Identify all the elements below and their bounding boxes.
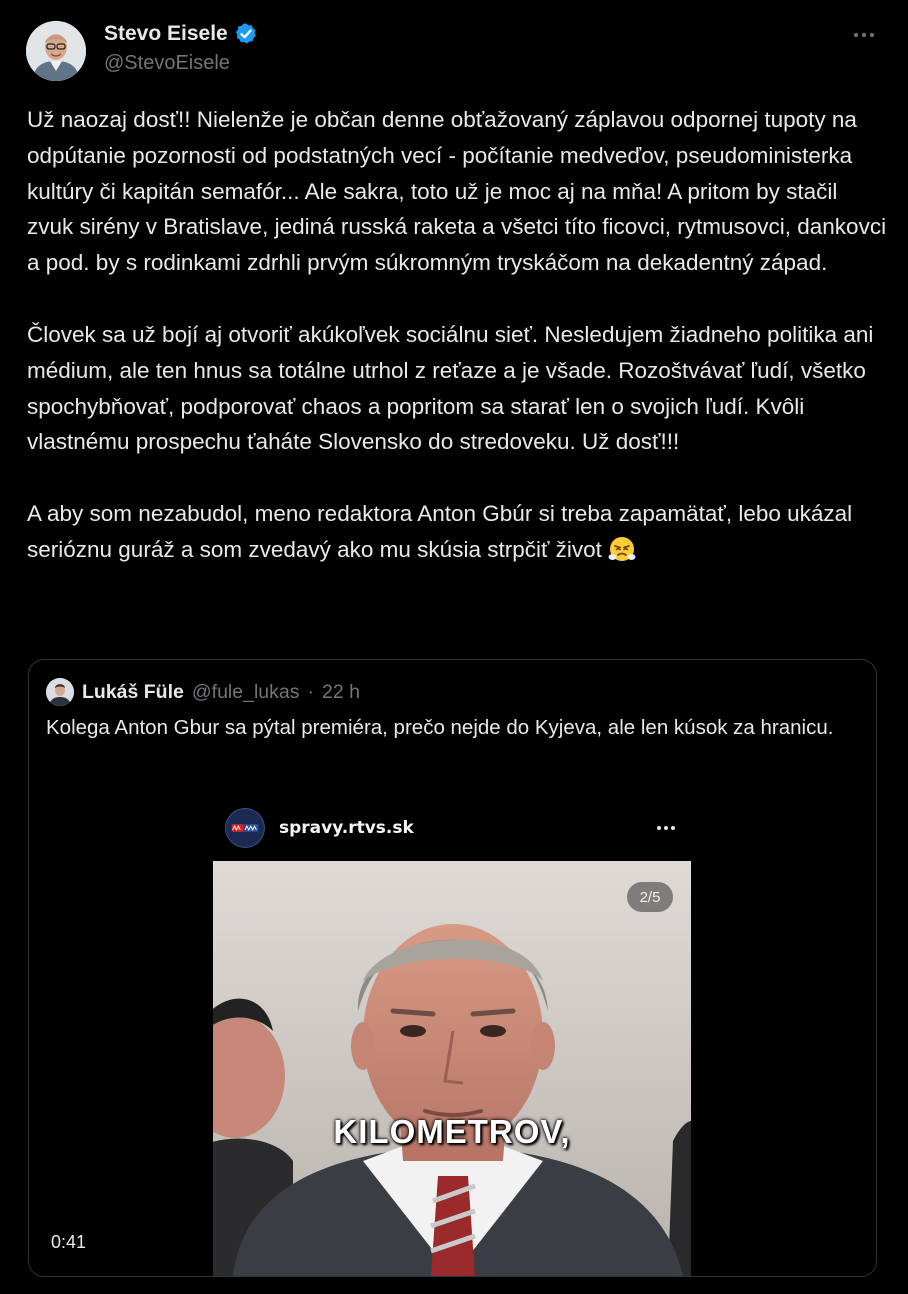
rtvs-logo-icon [225,808,265,848]
video-frame [213,861,691,1276]
author-handle[interactable]: @StevoEisele [104,52,230,74]
tweet-paragraph-3-text: A aby som nezabudol, meno redaktora Anton Gbúr si treba zapamätať, lebo ukázal serióznu guráž a som zvedavý ako mu skúsia strpčiť život [27,501,853,562]
quoted-tweet-text: Kolega Anton Gbur sa pýtal premiéra, prečo nejde do Kyjeva, ale len kúsok za hranicu. [46,716,834,739]
author-name-text: Stevo Eisele [104,22,228,45]
tweet-paragraph-1: Už naozaj dosť!! Nielenže je občan denne obťažovaný záplavou odpornej tupoty na odpútanie pozornosti od podstatných vecí - počítanie medveďov, pseudoministerka kultúry či kapitán semafór... Ale sakra, toto už je moc aj na mňa! A pritom by stačil zvuk sirény v Bratislave, jediná russká raketa a všetci títo ficovci, rytmusovci, dankovci a pod. by s rodinkami zdrhli prvým súkromným tryskáčom na dekadentný západ. [27,107,887,276]
quoted-author-avatar[interactable] [46,678,74,706]
quoted-author-name[interactable]: Lukáš Füle [82,680,184,703]
slide-counter: 2/5 [627,882,673,912]
video-player[interactable] [29,788,876,1276]
tweet-paragraph-3 [27,496,887,568]
embedded-account-bar [225,808,685,848]
verified-badge-icon[interactable] [234,22,258,46]
video-thumbnail [213,861,691,1276]
quoted-tweet-header [46,678,360,706]
face-with-steam-from-nose-emoji [608,535,636,563]
quoted-timestamp[interactable]: 22 h [321,680,360,703]
video-duration: 0:41 [51,1232,87,1252]
more-options-icon[interactable] [850,25,878,45]
video-caption: KILOMETROV, [333,1113,571,1150]
author-avatar[interactable] [26,21,86,81]
quoted-tweet[interactable] [28,659,877,1277]
quoted-author-handle[interactable]: @fule_lukas [191,680,300,703]
embedded-account-name: spravy.rtvs.sk [279,818,414,838]
tweet-paragraph-2: Človek sa už bojí aj otvoriť akúkoľvek sociálnu sieť. Nesledujem žiadneho politika ani médium, ale ten hnus sa totálne utrhol z reťaze a je všade. Rozoštvávať ľudí, všetko spochybňovať, podporovať chaos a popritom sa starať len o svojich ľudí. Kvôli vlastnému prospechu ťaháte Slovensko do stredoveku. Už dosť!!! [27,321,874,455]
embedded-more-icon [657,826,675,830]
quoted-separator: · [307,680,314,703]
tweet-text [27,102,887,604]
author-name[interactable] [104,22,258,46]
